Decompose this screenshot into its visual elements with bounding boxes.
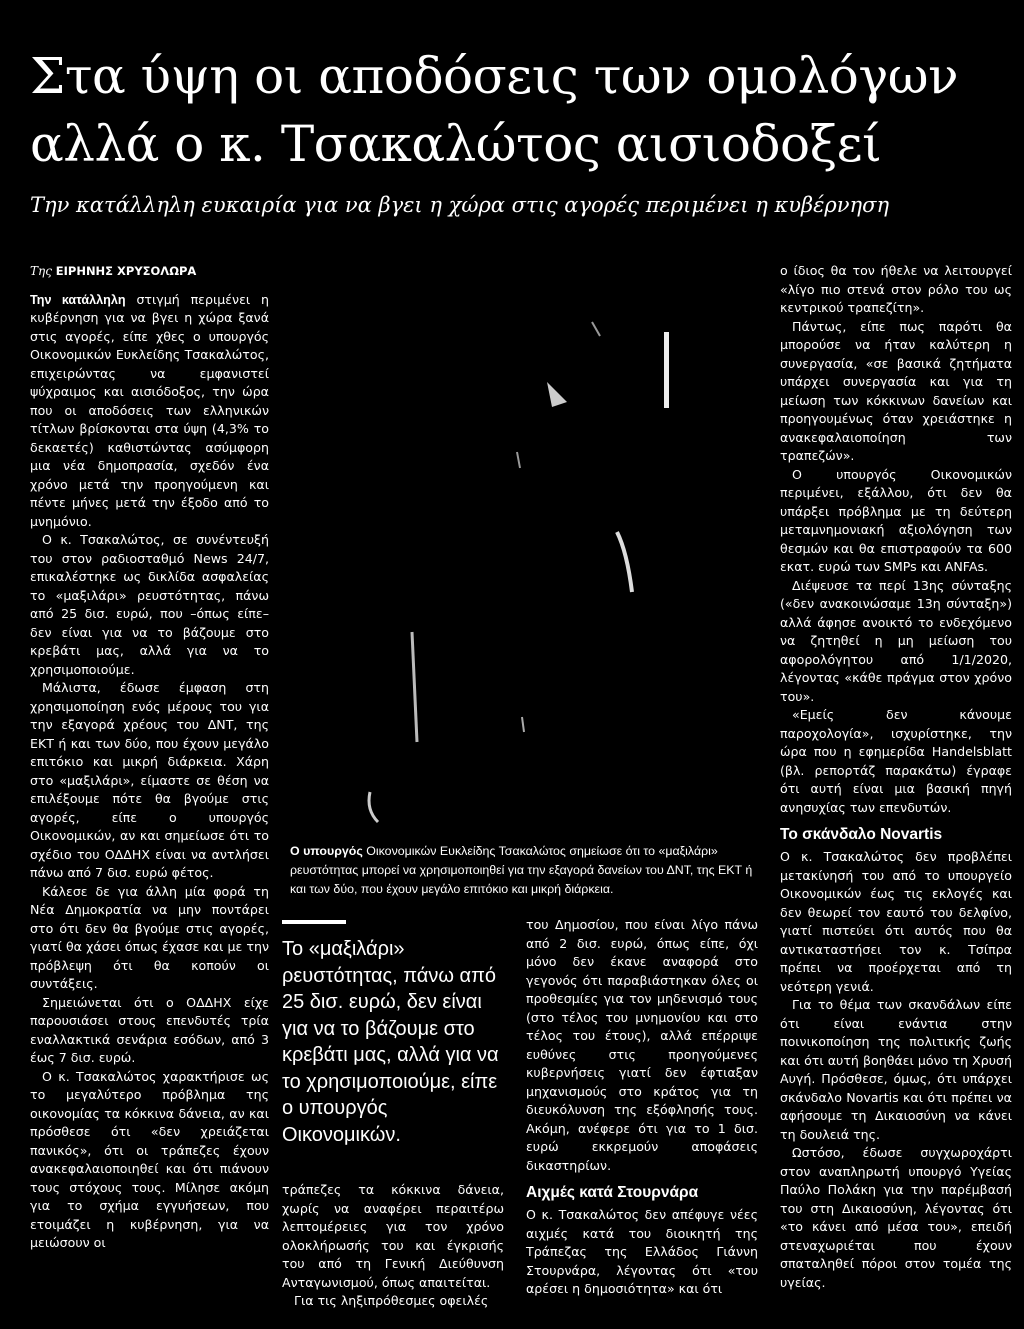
- lead-in: Την κατάλληλη: [30, 292, 126, 307]
- paragraph: Ο κ. Τσακαλώτος δεν απέφυγε νέες αιχμές κατά του διοικητή της Τράπεζας της Ελλάδος Γιάννη Στουρνάρα, λέγοντας ότι «του αρέσει η δημοσιότητα» και ότι: [526, 1207, 758, 1296]
- paragraph: [30, 291, 269, 532]
- paragraph: Σημειώνεται ότι ο ΟΔΔΗΧ είχε παρουσιάσει στους επενδυτές τρία εναλλακτικά σενάρια εσόδων, από 3 έως 7 δισ. ευρώ.: [30, 994, 269, 1065]
- paragraph: Κάλεσε δε για άλλη μία φορά τη Νέα Δημοκρατία να μην ποντάρει στο ότι δεν θα βγούμε στις αγορές, γιατί θα χάσει όπως έχασε και με την πρόβλεψη ότι θα κοπούν οι συντάξεις.: [30, 883, 269, 991]
- article-column-1: [30, 262, 269, 1253]
- subtitle: Την κατάλληλη ευκαιρία για να βγει η χώρα στις αγορές περιμένει η κυβέρνηση: [30, 193, 890, 217]
- byline-prefix: Της: [30, 264, 52, 278]
- caption-lead: Ο υπουργός: [290, 844, 363, 858]
- paragraph-text: στιγμή περιμένει η κυβέρνηση για να βγει η χώρα ξανά στις αγορές, είπε χθες ο υπουργός Οικονομικών Ευκλείδης Τσακαλώτος, επιχειρώντας να εμφανιστεί ψύχραιμος και αισιόδοξος, την ώρα που οι αποδόσεις των ελληνικών τίτλων βρίσκονται στα ύψη (4,3% το δεκαετές) καθιστώντας ασύμφορη μια νέα δημοπρασία, σχεδόν ένα χρόνο μετά την προηγούμενη και πέντε μήνες μετά την έξοδο από το μνημόνιο.: [30, 291, 269, 529]
- paragraph: Ο υπουργός Οικονομικών περιμένει, εξάλλου, ότι δεν θα υπάρξει πρόβλημα με τη δεύτερη μεταμνημονιακή αξιολόγηση των θεσμών και θα επιστραφούν τα 600 εκατ. ευρώ των SMPs και ANFAs.: [780, 466, 1012, 574]
- photo-image: [282, 262, 766, 828]
- paragraph: Διέψευσε τα περί 13ης σύνταξης («δεν ανακοινώσαμε 13η σύνταξη») αλλά άφησε ανοικτό το ενδεχόμενο να ζητηθεί η μη μείωση του αφορολόγητου από 1/1/2020, λέγοντας «κάθε πράγμα στον χρόνο του».: [780, 577, 1012, 704]
- paragraph: του Δημοσίου, που είναι λίγο πάνω από 2 δισ. ευρώ, όπως είπε, όχι μόνο δεν έκανε αναφορά στο γεγονός ότι παραβιάστηκαν όλες οι προθεσμίες για τον μηδενισμό τους (στο τέλος του μνημονίου και στο τέλος του έτους), αλλά επέρριψε ευθύνες στις προηγούμενες κυβερνήσεις γιατί δεν έφτιαξαν μηχανισμούς στο κράτος για τη διευκόλυνση της εξόφλησής τους. Ακόμη, ανέφερε ότι για το 1 δισ. ευρώ εκκρεμούν αποφάσεις δικαστηρίων.: [526, 917, 758, 1173]
- byline-author: ΕΙΡΗΝΗΣ ΧΡΥΣΟΛΩΡΑ: [55, 264, 197, 278]
- pull-quote-rule: [282, 920, 346, 924]
- paragraph: Ωστόσο, έδωσε συγχωροχάρτι στον αναπληρωτή υπουργό Υγείας Παύλο Πολάκη για την παρέμβασή του στη Δικαιοσύνη, λέγοντας ότι «το κάνει από μέσα του», επειδή στεναχωριέται που έχουν σπαταληθεί πόροι στον τομέα της υγείας.: [780, 1145, 1012, 1290]
- paragraph: Για το θέμα των σκανδάλων είπε ότι είναι ενάντια στην ποινικοποίηση της πολιτικής ζωής και ότι αυτή βοηθάει μόνο τη Χρυσή Αυγή. Πρόσθεσε, όμως, ότι υπάρχει σκάνδαλο Novartis και ότι πρέπει να αφήσουμε τη Δικαιοσύνη να κάνει τη δουλειά της.: [780, 997, 1012, 1142]
- paragraph: Ο κ. Τσακαλώτος χαρακτήρισε ως το μεγαλύτερο πρόβλημα της οικονομίας τα κόκκινα δάνεια, αν και πρόσθεσε ότι «δεν χρειάζεται πανικός», ότι οι τράπεζες έχουν ανακεφαλαιοποιηθεί και ότι πιάνουν τους στόχους τους. Μίλησε ακόμη για το σχήμα εγγυήσεων, που ετοιμάζει η κυβέρνηση, για να μειώσουν οι: [30, 1068, 269, 1250]
- article-column-4: [780, 262, 1012, 1292]
- paragraph: Ο κ. Τσακαλώτος δεν προβλέπει μετακίνησή του από το υπουργείο Οικονομικών έως τις εκλογές και δεν θεωρεί τον εαυτό του δελφίνο, γιατί πιστεύει ότι αυτός που θα αντικαταστήσει τον κ. Τσίπρα πρέπει να προέρχεται από τη νεότερη γενιά.: [780, 849, 1012, 994]
- article-photo: [282, 262, 766, 828]
- pull-quote: Το «μαξιλάρι» ρευστότητας, πάνω από 25 δισ. ευρώ, δεν είναι για να το βάζουμε στο κρεβάτι μας, αλλά για να το χρησιμοποιούμε, είπε ο υπουργός Οικονομικών.: [282, 938, 499, 1146]
- paragraph: Ο κ. Τσακαλώτος, σε συνέντευξή του στον ραδιοσταθμό News 24/7, επικαλέστηκε ως δικλίδα ασφαλείας το «μαξιλάρι» ρευστότητας, πάνω από 25 δισ. ευρώ, που –όπως είπε– δεν είναι για να το βάζουμε στο κρεβάτι μας, αλλά για να το χρησιμοποιούμε.: [30, 532, 269, 677]
- headline-line-2: αλλά ο κ. Τσακαλώτος αισιοδοξεί: [30, 115, 882, 173]
- article-column-3: [526, 916, 758, 1299]
- photo-caption: [290, 842, 760, 899]
- section-subhead: Αιχμές κατά Στουρνάρα: [526, 1184, 699, 1201]
- paragraph: ο ίδιος θα τον ήθελε να λειτουργεί «λίγο πιο στενά στον ρόλο του ως κεντρικού τραπεζίτη».: [780, 263, 1012, 315]
- paragraph: «Εμείς δεν κάνουμε παροχολογία», ισχυρίστηκε, την ώρα που η εφημερίδα Handelsblatt (βλ. ρεπορτάζ παρακάτω) έγραφε ότι αυτή είναι μια βασική πηγή ανησυχίας των επενδυτών.: [780, 707, 1012, 815]
- headline: [30, 42, 1010, 178]
- paragraph: Πάντως, είπε πως παρότι θα μπορούσε να ήταν καλύτερη η συνεργασία, «σε βασικά ζητήματα υπάρχει συνεργασία και για τη μείωση των κόκκινων δανείων και προηγουμένως όταν χρειάστηκε η ανακεφαλαιοποίηση των τραπεζών».: [780, 318, 1012, 463]
- article-column-2: [282, 1181, 504, 1311]
- caption-text: Οικονομικών Ευκλείδης Τσακαλώτος σημείωσε ότι το «μαξιλάρι» ρευστότητας μπορεί να χρησιμοποιηθεί για την εξαγορά δανείων του ΔΝΤ, της ΕΚΤ ή και των δύο, που έχουν μεγάλο επιτόκιο και μικρή διάρκεια.: [290, 844, 753, 896]
- byline: [30, 262, 269, 281]
- paragraph: τράπεζες τα κόκκινα δάνεια, χωρίς να αναφέρει περαιτέρω λεπτομέρειες για τον χρόνο ολοκλήρωσής του και έγκρισής του από τη Γενική Διεύθυνση Ανταγωνισμού, όπως απαιτείται.: [282, 1182, 504, 1290]
- headline-line-1: Στα ύψη οι αποδόσεις των ομολόγων: [30, 47, 958, 105]
- paragraph: Για τις ληξιπρόθεσμες οφειλές: [294, 1293, 489, 1308]
- paragraph: Μάλιστα, έδωσε έμφαση στη χρησιμοποίηση ενός μέρους του για την εξαγορά χρέους του ΔΝΤ, της ΕΚΤ ή και των δύο, που έχουν μεγάλο επιτόκιο και μικρή διάρκεια. Χάρη στο «μαξιλάρι», είμαστε σε θέση να επιλέξουμε πότε θα βγούμε στις αγορές, είπε ο υπουργός Οικονομικών, αν και σημείωσε ότι το σχέδιο του ΟΔΔΗΧ είναι να αντλήσει πάνω από 7 δισ. ευρώ φέτος.: [30, 680, 269, 880]
- section-subhead: Το σκάνδαλο Novartis: [780, 826, 943, 843]
